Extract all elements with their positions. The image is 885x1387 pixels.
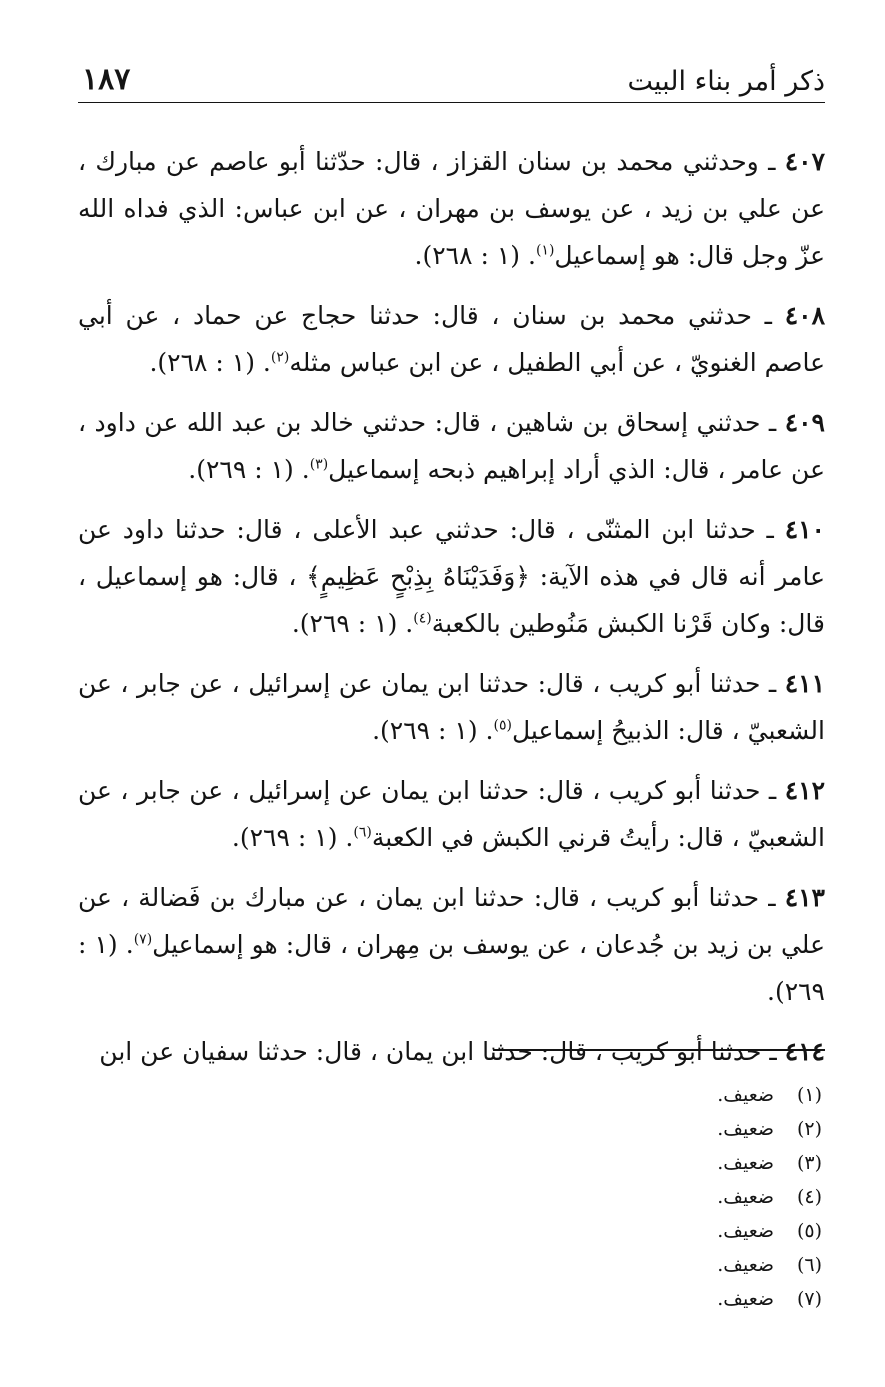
footnote-item xyxy=(78,1248,825,1282)
hadith-paragraph: ٤١٢ ـ حدثنا أبو كريب ، قال: حدثنا ابن يمان عن إسرائيل ، عن جابر ، عن الشعبيّ ، قال: رأيتُ قرني الكبش في الكعبة$^{(٦)}$. (١ : ٢٦٩). xyxy=(78,776,826,852)
footnote-text: ضعيف. xyxy=(717,1288,774,1310)
paragraph-text: . (١ : ٢٦٩). xyxy=(372,716,494,745)
hadith-paragraph: ٤١٠ ـ حدثنا ابن المثنّى ، قال: حدثني عبد الأعلى ، قال: حدثنا داود عن عامر أنه قال في هذه الآية: ﴿وَفَدَيْنَاهُ بِذِبْحٍ عَظِيمٍ﴾ ، قال: هو إسماعيل ، قال: وكان قَرْنا الكبش مَنُوطين بالكعبة$^{(٤)}$. (١ : ٢٦٩). xyxy=(78,515,825,638)
footnote-ref: (٥) xyxy=(493,717,512,734)
hadith-paragraph: ٤١١ ـ حدثنا أبو كريب ، قال: حدثنا ابن يمان عن إسرائيل ، عن جابر ، عن الشعبيّ ، قال: الذبيحُ إسماعيل$^{(٥)}$. (١ : ٢٦٩). xyxy=(78,669,826,745)
footnote-text: ضعيف. xyxy=(717,1186,774,1208)
book-page xyxy=(78,0,825,1387)
footnotes xyxy=(78,1078,825,1316)
paragraph-text: حدثني محمد بن سنان ، قال: حدثنا حجاج عن حماد ، عن أبي عاصم الغنويّ ، عن أبي الطفيل ، عن ابن عباس مثله xyxy=(78,301,825,377)
hadith-number: ٤١٠ xyxy=(784,515,825,544)
main-text xyxy=(78,138,825,1088)
footnote-ref: (٤) xyxy=(413,610,432,627)
paragraph-text: حدثنا أبو كريب ، قال: حدثنا ابن يمان عن إسرائيل ، عن جابر ، عن الشعبيّ ، قال: رأيتُ قرني الكبش في الكعبة xyxy=(78,776,825,852)
paragraph-text: . (١ : ٢٦٩). xyxy=(231,823,354,852)
hadith-number: ٤١٢ xyxy=(784,776,826,805)
hadith-number: ٤١٣ xyxy=(784,883,825,912)
paragraph-text: حدثني إسحاق بن شاهين ، قال: حدثني خالد بن عبد الله عن داود ، عن عامر ، قال: الذي أراد إبراهيم ذبحه إسماعيل xyxy=(78,408,825,484)
paragraph-text: حدثنا أبو كريب ، قال: حدثنا ابن يمان عن إسرائيل ، عن جابر ، عن الشعبيّ ، قال: الذبيحُ إسماعيل xyxy=(78,669,825,745)
hadith-paragraph: ٤١٤ ـ حدثنا أبو كريب ، قال: حدثنا ابن يمان ، قال: حدثنا سفيان عن ابن xyxy=(99,1037,825,1066)
paragraph-text: . (١ : ٢٦٩). xyxy=(78,930,825,1006)
footnote-ref: (٦) xyxy=(353,824,372,841)
footnote-item xyxy=(78,1146,825,1180)
page-number: ١٨٧ xyxy=(82,62,131,97)
footnote-ref: (١) xyxy=(535,242,555,259)
footnote-item xyxy=(78,1112,825,1146)
footnote-marker: (٤) xyxy=(796,1186,822,1208)
paragraph-text: . (١ : ٢٦٩). xyxy=(188,455,310,484)
footnote-text: ضعيف. xyxy=(717,1084,774,1106)
hadith-paragraph: ٤٠٨ ـ حدثني محمد بن سنان ، قال: حدثنا حجاج عن حماد ، عن أبي عاصم الغنويّ ، عن أبي الطفيل ، عن ابن عباس مثله$^{(٢)}$. (١ : ٢٦٨). xyxy=(78,301,826,377)
footnote-marker: (٣) xyxy=(796,1152,822,1174)
hadith-paragraph: ٤٠٧ ـ وحدثني محمد بن سنان القزاز ، قال: حدّثنا أبو عاصم عن مبارك ، عن علي بن زيد ، عن يوسف بن مهران ، عن ابن عباس: الذي فداه الله عزّ وجل قال: هو إسماعيل$^{(١)}$. (١ : ٢٦٨). xyxy=(78,147,826,270)
footnote-ref: (٢) xyxy=(270,349,290,366)
footnote-text: ضعيف. xyxy=(717,1254,774,1276)
footnote-item xyxy=(78,1214,825,1248)
footnote-item xyxy=(78,1078,825,1112)
paragraph-text: . (١ : ٢٦٩). xyxy=(291,609,414,638)
footnote-text: ضعيف. xyxy=(717,1220,774,1242)
hadith-number: ٤٠٨ xyxy=(784,301,826,330)
footnote-text: ضعيف. xyxy=(717,1152,774,1174)
running-header xyxy=(78,64,825,103)
chapter-title: ذكر أمر بناء البيت xyxy=(627,66,825,97)
footnote-ref: (٣) xyxy=(309,456,329,473)
footnote-marker: (٥) xyxy=(796,1220,822,1242)
footnote-text: ضعيف. xyxy=(717,1118,774,1140)
footnote-marker: (٢) xyxy=(796,1118,822,1140)
hadith-number: ٤١١ xyxy=(784,669,826,698)
hadith-number: ٤١٤ xyxy=(784,1037,825,1066)
footnote-item xyxy=(78,1282,825,1316)
paragraph-text: حدثنا ابن المثنّى ، قال: حدثني عبد الأعلى ، قال: حدثنا داود عن عامر أنه قال في هذه الآية: ﴿وَفَدَيْنَاهُ بِذِبْحٍ عَظِيمٍ﴾ ، قال: هو إسماعيل ، قال: وكان قَرْنا الكبش مَنُوطين بالكعبة xyxy=(78,515,825,638)
hadith-number: ٤٠٧ xyxy=(784,147,826,176)
footnote-item xyxy=(78,1180,825,1214)
footnote-ref: (٧) xyxy=(133,931,153,948)
paragraph-text: . (١ : ٢٦٨). xyxy=(414,241,536,270)
footnote-marker: (٧) xyxy=(796,1288,822,1310)
footnote-marker: (٦) xyxy=(796,1254,822,1276)
paragraph-text: وحدثني محمد بن سنان القزاز ، قال: حدّثنا أبو عاصم عن مبارك ، عن علي بن زيد ، عن يوسف بن مهران ، عن ابن عباس: الذي فداه الله عزّ وجل قال: هو إسماعيل xyxy=(78,147,825,270)
hadith-paragraph: ٤١٣ ـ حدثنا أبو كريب ، قال: حدثنا ابن يمان ، عن مبارك بن فَضالة ، عن علي بن زيد بن جُدعان ، عن يوسف بن مِهران ، قال: هو إسماعيل$^{(٧)}$. (١ : ٢٦٩). xyxy=(78,883,825,1006)
hadith-number: ٤٠٩ xyxy=(784,408,825,437)
paragraph-text: حدثنا أبو كريب ، قال: حدثنا ابن يمان ، عن مبارك بن فَضالة ، عن علي بن زيد بن جُدعان ، عن يوسف بن مِهران ، قال: هو إسماعيل xyxy=(78,883,825,959)
paragraph-text: حدثنا أبو كريب ، قال: حدثنا ابن يمان ، قال: حدثنا سفيان عن ابن xyxy=(99,1037,762,1066)
paragraph-text: . (١ : ٢٦٨). xyxy=(149,348,271,377)
footnote-marker: (١) xyxy=(796,1084,822,1106)
hadith-paragraph: ٤٠٩ ـ حدثني إسحاق بن شاهين ، قال: حدثني خالد بن عبد الله عن داود ، عن عامر ، قال: الذي أراد إبراهيم ذبحه إسماعيل$^{(٣)}$. (١ : ٢٦٩). xyxy=(78,408,825,484)
